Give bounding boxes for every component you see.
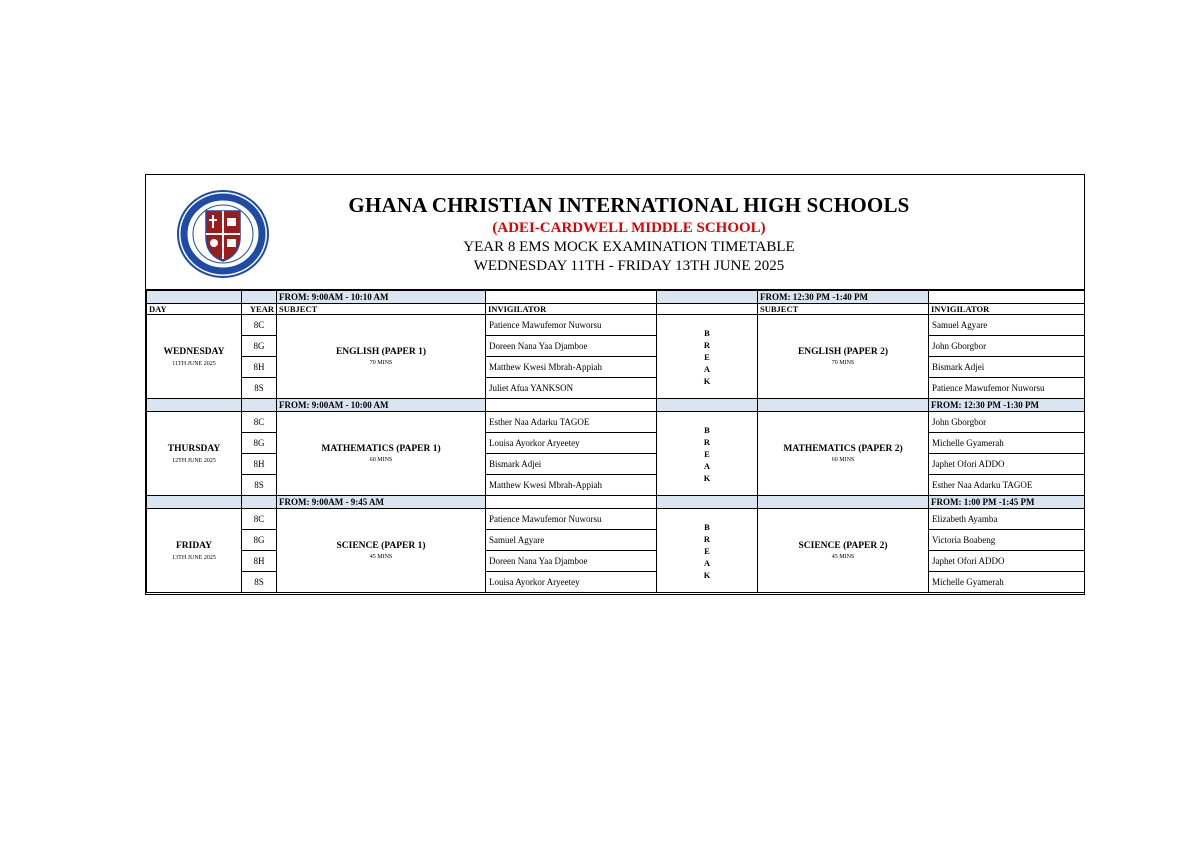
subject-header: SUBJECT bbox=[758, 304, 929, 315]
afternoon-time: FROM: 1:00 PM -1:45 PM bbox=[929, 496, 1085, 509]
time-band-row bbox=[147, 399, 1085, 412]
subject-cell bbox=[277, 412, 486, 496]
invigilator-cell: Elizabeth Ayamba bbox=[929, 509, 1085, 530]
year-cell: 8S bbox=[242, 378, 277, 399]
year-cell: 8G bbox=[242, 433, 277, 454]
invigilator-cell: Esther Naa Adarku TAGOE bbox=[486, 412, 657, 433]
year-cell: 8G bbox=[242, 530, 277, 551]
subject-duration: 60 MINS bbox=[831, 457, 855, 463]
invigilator-cell: Patience Mawufemor Nuworsu bbox=[486, 315, 657, 336]
year-cell: 8C bbox=[242, 412, 277, 433]
invigilator-cell: Michelle Gyamerah bbox=[929, 572, 1085, 593]
afternoon-time: FROM: 12:30 PM -1:40 PM bbox=[758, 291, 929, 304]
table-row bbox=[147, 509, 1085, 530]
invigilator-cell: Louisa Ayorkor Aryeetey bbox=[486, 572, 657, 593]
subject-duration: 45 MINS bbox=[831, 554, 855, 560]
year-cell: 8S bbox=[242, 572, 277, 593]
year-cell: 8H bbox=[242, 454, 277, 475]
table-row bbox=[147, 412, 1085, 433]
day-date: 13TH JUNE 2025 bbox=[172, 554, 216, 561]
invigilator-cell: Samuel Agyare bbox=[929, 315, 1085, 336]
subject-cell bbox=[758, 509, 929, 593]
subject-duration: 70 MINS bbox=[369, 360, 393, 366]
invigilator-header: INVIGILATOR bbox=[929, 304, 1085, 315]
year-cell: 8S bbox=[242, 475, 277, 496]
school-branch: (ADEI-CARDWELL MIDDLE SCHOOL) bbox=[492, 220, 766, 236]
exam-date-range: WEDNESDAY 11TH - FRIDAY 13TH JUNE 2025 bbox=[473, 258, 785, 274]
day-date: 12TH JUNE 2025 bbox=[172, 457, 216, 464]
invigilator-cell: John Gborgbor bbox=[929, 412, 1085, 433]
invigilator-cell: Victoria Boabeng bbox=[929, 530, 1085, 551]
year-cell: 8H bbox=[242, 357, 277, 378]
subject-header: SUBJECT bbox=[277, 304, 486, 315]
morning-time: FROM: 9:00AM - 9:45 AM bbox=[277, 496, 486, 509]
invigilator-cell: Matthew Kwesi Mbrah-Appiah bbox=[486, 475, 657, 496]
invigilator-cell: Esther Naa Adarku TAGOE bbox=[929, 475, 1085, 496]
invigilator-header: INVIGILATOR bbox=[486, 304, 657, 315]
break-cell: B R E A K bbox=[657, 509, 758, 593]
morning-time: FROM: 9:00AM - 10:00 AM bbox=[277, 399, 486, 412]
invigilator-cell: Japhet Ofori ADDO bbox=[929, 454, 1085, 475]
exam-title: YEAR 8 EMS MOCK EXAMINATION TIMETABLE bbox=[463, 239, 795, 255]
subject-name: ENGLISH (PAPER 1) bbox=[335, 347, 427, 357]
day-name: WEDNESDAY bbox=[163, 346, 225, 357]
day-name: THURSDAY bbox=[167, 443, 221, 454]
subject-cell bbox=[758, 315, 929, 399]
invigilator-cell: John Gborgbor bbox=[929, 336, 1085, 357]
invigilator-cell: Matthew Kwesi Mbrah-Appiah bbox=[486, 357, 657, 378]
morning-time: FROM: 9:00AM - 10:10 AM bbox=[277, 291, 486, 304]
day-header: DAY bbox=[147, 304, 242, 315]
year-header: YEAR bbox=[242, 304, 277, 315]
column-headers bbox=[147, 304, 1085, 315]
year-cell: 8C bbox=[242, 315, 277, 336]
subject-duration: 45 MINS bbox=[369, 554, 393, 560]
invigilator-cell: Bismark Adjei bbox=[929, 357, 1085, 378]
day-name: FRIDAY bbox=[175, 540, 213, 551]
day-cell bbox=[147, 412, 242, 496]
year-cell: 8H bbox=[242, 551, 277, 572]
subject-name: MATHEMATICS (PAPER 1) bbox=[321, 444, 441, 454]
subject-name: SCIENCE (PAPER 1) bbox=[336, 541, 426, 551]
day-date: 11TH JUNE 2025 bbox=[172, 360, 216, 367]
subject-cell bbox=[277, 315, 486, 399]
invigilator-cell: Japhet Ofori ADDO bbox=[929, 551, 1085, 572]
subject-name: MATHEMATICS (PAPER 2) bbox=[783, 444, 903, 454]
timetable-header bbox=[146, 175, 1084, 290]
school-name: GHANA CHRISTIAN INTERNATIONAL HIGH SCHOOLS bbox=[348, 193, 910, 217]
timetable-sheet bbox=[145, 174, 1085, 595]
subject-duration: 70 MINS bbox=[831, 360, 855, 366]
invigilator-cell: Juliet Afua YANKSON bbox=[486, 378, 657, 399]
day-cell bbox=[147, 509, 242, 593]
break-cell: B R E A K bbox=[657, 412, 758, 496]
subject-cell bbox=[758, 412, 929, 496]
subject-duration: 60 MINS bbox=[369, 457, 393, 463]
timetable-table bbox=[146, 290, 1085, 593]
year-cell: 8G bbox=[242, 336, 277, 357]
day-cell bbox=[147, 315, 242, 399]
subject-cell bbox=[277, 509, 486, 593]
invigilator-cell: Doreen Nana Yaa Djamboe bbox=[486, 551, 657, 572]
subject-name: ENGLISH (PAPER 2) bbox=[797, 347, 889, 357]
subject-name: SCIENCE (PAPER 2) bbox=[798, 541, 888, 551]
invigilator-cell: Patience Mawufemor Nuworsu bbox=[929, 378, 1085, 399]
invigilator-cell: Michelle Gyamerah bbox=[929, 433, 1085, 454]
invigilator-cell: Patience Mawufemor Nuworsu bbox=[486, 509, 657, 530]
time-band-row bbox=[147, 291, 1085, 304]
time-band-row bbox=[147, 496, 1085, 509]
invigilator-cell: Samuel Agyare bbox=[486, 530, 657, 551]
invigilator-cell: Bismark Adjei bbox=[486, 454, 657, 475]
break-cell: B R E A K bbox=[657, 315, 758, 399]
table-row bbox=[147, 315, 1085, 336]
year-cell: 8C bbox=[242, 509, 277, 530]
invigilator-cell: Louisa Ayorkor Aryeetey bbox=[486, 433, 657, 454]
afternoon-time: FROM: 12:30 PM -1:30 PM bbox=[929, 399, 1085, 412]
invigilator-cell: Doreen Nana Yaa Djamboe bbox=[486, 336, 657, 357]
